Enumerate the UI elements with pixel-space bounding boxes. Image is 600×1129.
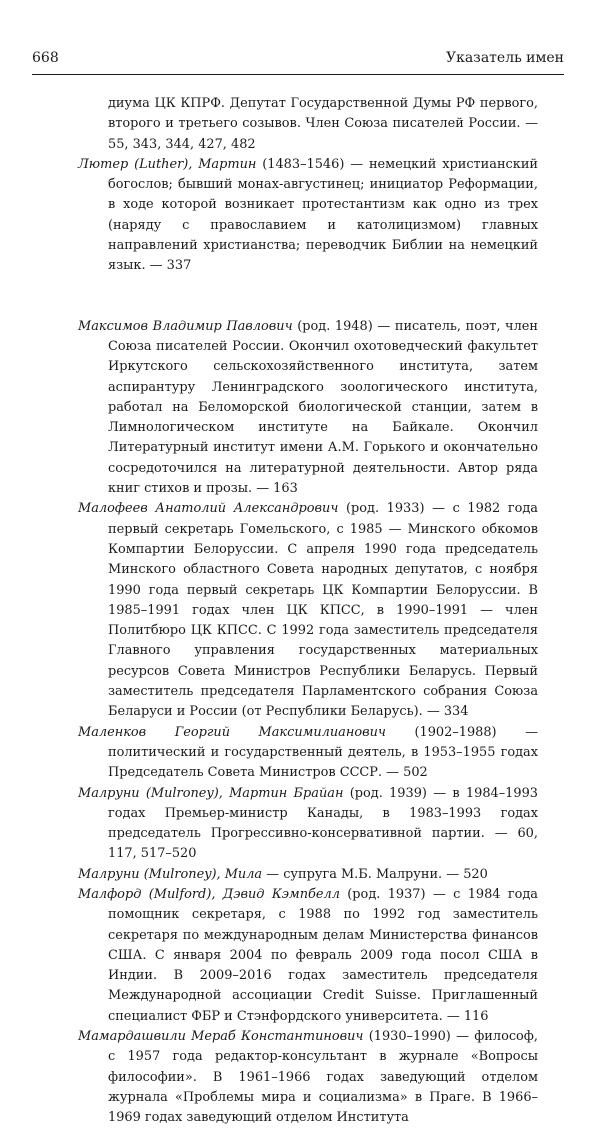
running-header — [32, 50, 564, 72]
entry-text: (1902–1988) — политический и государственный деятель, в 1953–1955 годах Председатель Совета Министров СССР. — 502 — [108, 724, 539, 781]
section-gap — [78, 277, 538, 317]
index-entry-continuation — [78, 94, 538, 155]
header-rule — [32, 74, 564, 75]
index-entry — [78, 1027, 538, 1128]
index-entry — [78, 499, 538, 722]
entry-text: — супруга М.Б. Малруни. — 520 — [262, 866, 488, 882]
running-title: Указатель имен — [445, 50, 564, 66]
index-body — [78, 94, 538, 1129]
entry-name: Маленков Георгий Максимилианович — [78, 724, 386, 740]
entry-text: диума ЦК КПРФ. Депутат Государственной Думы РФ первого, второго и третьего созывов. Член Союза писателей России. — 55, 343, 344, 427, 482 — [108, 96, 538, 152]
index-entry — [78, 865, 538, 885]
entry-name: Малофеев Анатолий Александрович — [78, 501, 339, 517]
entry-name: Лютер (Luther), Мартин — [78, 156, 257, 172]
entry-name: Малруни (Mulroney), Мила — [78, 866, 263, 882]
entry-name: Малфорд (Mulford), Дэвид Кэмпбелл — [78, 886, 340, 902]
entry-text: (род. 1939) — в 1984–1993 годах Премьер-министр Канады, в 1983–1993 годах председатель Прогрессивно-консервативной партии. — 60, 117, 517–520 — [108, 785, 538, 862]
index-entry — [78, 885, 538, 1027]
index-entry — [78, 784, 538, 865]
index-entry — [78, 155, 538, 277]
entry-name: Мамардашвили Мераб Константинович — [78, 1029, 364, 1045]
entry-text: (1930–1990) — философ, с 1957 года редактор-консультант в журнале «Вопросы философии». В 1961–1966 годах заведующий отделом журнала «Проблемы мира и социализма» в Праге. В 1966–1969 годах заведующий отделом Института — [108, 1029, 538, 1126]
entry-name: Малруни (Mulroney), Мартин Брайан — [78, 785, 344, 801]
entry-text: (род. 1937) — с 1984 года помощник секретаря, с 1988 по 1992 год заместитель секретаря по международным делам Министерства финансов США. С января 2004 по февраль 2009 года посол США в Индии. В 2009–2016 годах заместитель председателя Международной ассоциации Credit Suisse. Приглашенный специалист ФБР и Стэнфордского университета. — 116 — [108, 886, 538, 1024]
entry-text: (1483–1546) — немецкий христианский богослов; бывший монах-августинец; инициатор Реформации, в ходе которой возникает протестантизм как одно из трех (наряду с православием и католицизмом) главных направлений христианства; переводчик Библии на немецкий язык. — 337 — [108, 156, 538, 274]
page-number: 668 — [32, 50, 59, 66]
index-entry — [78, 317, 538, 500]
index-entry — [78, 723, 538, 784]
entry-name: Максимов Владимир Павлович — [78, 318, 293, 334]
entry-text: (род. 1933) — с 1982 года первый секретарь Гомельского, с 1985 — Минского обкомов Компартии Белоруссии. С апреля 1990 года председатель Минского областного Совета народных депутатов, с ноября 1990 года первый секретарь ЦК Компартии Белоруссии. В 1985–1991 годах член ЦК КПСС, в 1990–1991 — член Политбюро ЦК КПСС. С 1992 года заместитель председателя Главного управления государственных материальных ресурсов Совета Министров Республики Беларусь. Первый заместитель председателя Парламентского собрания Союза Беларуси и России (от Республики Беларусь). — 334 — [108, 501, 538, 720]
entry-text: (род. 1948) — писатель, поэт, член Союза писателей России. Окончил охотоведческий факультет Иркутского сельскохозяйственного института, затем аспирантуру Ленинградского зоологического института, работал на Беломорской биологической станции, затем в Лимнологическом институте на Байкале. Окончил Литературный институт имени А.М. Горького и окончательно сосредоточился на литературной деятельности. Автор ряда книг стихов и прозы. — 163 — [108, 318, 538, 497]
